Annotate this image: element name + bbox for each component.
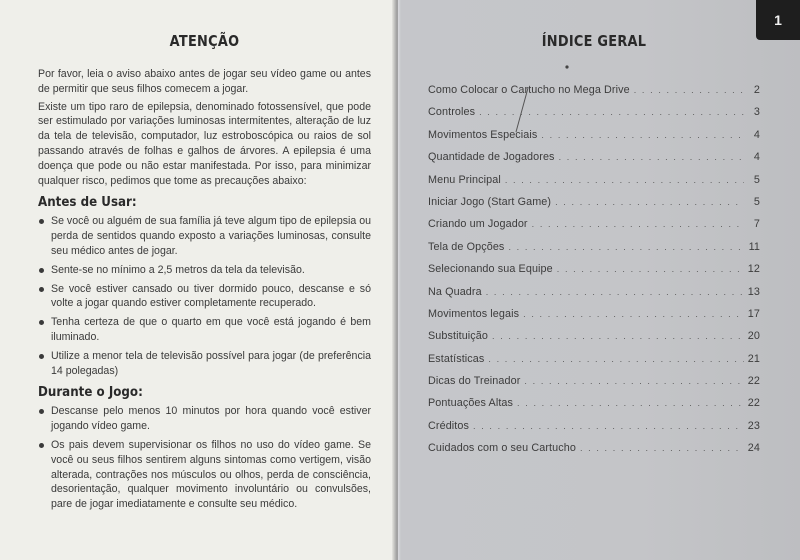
- leader-dots: [486, 287, 744, 297]
- toc-entry-page: 5: [753, 195, 760, 208]
- list-item: Se você estiver cansado ou tiver dormido pouco, descanse e só volte a jogar quando estiver completamente recuperado.: [38, 282, 371, 312]
- leader-dots: [473, 421, 744, 431]
- leader-dots: [517, 398, 744, 408]
- toc-entry-page: 4: [753, 151, 760, 164]
- toc-entry-page: 4: [753, 128, 760, 141]
- toc-entry[interactable]: [428, 442, 760, 464]
- toc-entry-page: 3: [753, 106, 760, 119]
- toc-entry-page: 22: [747, 397, 760, 410]
- pen-dot-mark: [564, 64, 570, 70]
- list-item: Sente-se no mínimo a 2,5 metros da tela da televisão.: [38, 263, 371, 278]
- list-item: Descanse pelo menos 10 minutos por hora quando você estiver jogando vídeo game.: [38, 404, 371, 434]
- index-page: [398, 0, 800, 560]
- leader-dots: [479, 107, 744, 117]
- toc-entry-title: Menu Principal: [428, 173, 501, 186]
- during-game-list: [38, 404, 371, 512]
- leader-dots: [488, 354, 744, 364]
- leader-dots: [559, 152, 744, 162]
- toc-entry[interactable]: [428, 420, 760, 442]
- toc-entry-page: 21: [747, 352, 760, 365]
- toc-entry[interactable]: [428, 397, 760, 419]
- toc-entry-page: 20: [747, 330, 760, 343]
- toc-entry-title: Movimentos Especiais: [428, 128, 538, 141]
- list-item: Tenha certeza de que o quarto em que você está jogando é bem iluminado.: [38, 315, 371, 345]
- toc-entry-title: Substituição: [428, 330, 489, 343]
- toc-entry-title: Criando um Jogador: [428, 218, 528, 231]
- during-game-heading: Durante o Jogo:: [38, 384, 143, 401]
- list-item: Utilize a menor tela de televisão possível para jogar (de preferência 14 polegadas): [38, 349, 371, 379]
- toc-entry[interactable]: [428, 241, 760, 263]
- leader-dots: [524, 376, 744, 386]
- toc-entry[interactable]: [428, 106, 760, 128]
- toc-entry-title: Créditos: [428, 419, 470, 432]
- toc-entry-page: 17: [747, 307, 760, 320]
- toc-entry-title: Dicas do Treinador: [428, 375, 521, 388]
- toc-entry-page: 22: [747, 375, 760, 388]
- toc-entry-title: Como Colocar o Cartucho no Mega Drive: [428, 84, 630, 96]
- leader-dots: [532, 219, 744, 229]
- leader-dots: [508, 242, 744, 252]
- leader-dots: [580, 443, 744, 453]
- leader-dots: [523, 309, 744, 319]
- toc-entry-page: 7: [753, 218, 760, 231]
- toc-entry-page: 13: [747, 285, 760, 298]
- toc-entry-title: Iniciar Jogo (Start Game): [428, 195, 552, 208]
- toc-entry-page: 12: [747, 263, 760, 276]
- before-use-heading: Antes de Usar:: [38, 194, 137, 211]
- list-item: Se você ou alguém de sua família já teve algum tipo de epilepsia ou perda de sentidos quando exposto a variações luminosas, consulte seu médico antes de jogar.: [38, 214, 371, 258]
- toc-entry[interactable]: [428, 84, 760, 106]
- toc-entry[interactable]: [428, 218, 760, 240]
- toc-entry[interactable]: [428, 263, 760, 285]
- toc-entry-title: Estatísticas: [428, 352, 485, 365]
- toc-entry-page: 24: [747, 442, 760, 455]
- table-of-contents: [428, 84, 760, 465]
- toc-entry-page: 23: [747, 419, 760, 432]
- before-use-list: [38, 214, 371, 378]
- toc-entry-title: Movimentos legais: [428, 307, 520, 320]
- toc-entry-title: Cuidados com o seu Cartucho: [428, 442, 576, 455]
- leader-dots: [541, 130, 744, 140]
- toc-entry-title: Tela de Opções: [428, 240, 505, 253]
- warning-intro-paragraph: Por favor, leia o aviso abaixo antes de jogar seu vídeo game ou antes de permitir que seus filhos comecem a jogar.: [38, 68, 371, 95]
- toc-entry-title: Na Quadra: [428, 285, 482, 298]
- epilepsy-paragraph: Existe um tipo raro de epilepsia, denominado fotossensível, que pode ser estimulado por variações luminosas intermitentes, alteração de luz da tela de televisão, computador, luz estroboscópica ou raios de sol passando através de folhas e galhos de árvores. A epilepsia é uma doença que pode ou não estar manifestada. Por isso, para minimizar qualquer risco, pedimos que tome as precauções abaixo:: [38, 100, 371, 187]
- toc-entry-title: Selecionando sua Equipe: [428, 263, 553, 276]
- leader-dots: [634, 85, 744, 95]
- toc-entry[interactable]: [428, 353, 760, 375]
- toc-entry-page: 2: [753, 84, 760, 96]
- warning-page: [0, 0, 397, 560]
- toc-entry-page: 5: [753, 173, 760, 186]
- index-title: ÍNDICE GERAL: [541, 32, 647, 50]
- toc-entry-title: Quantidade de Jogadores: [428, 151, 555, 164]
- toc-entry[interactable]: [428, 129, 760, 151]
- toc-entry[interactable]: [428, 308, 760, 330]
- toc-entry[interactable]: [428, 151, 760, 173]
- page-number-tab: 1: [756, 0, 800, 40]
- toc-entry[interactable]: [428, 330, 760, 352]
- leader-dots: [505, 175, 744, 185]
- toc-entry[interactable]: [428, 196, 760, 218]
- list-item: Os pais devem supervisionar os filhos no uso do vídeo game. Se você ou seus filhos sentirem alguns sintomas como vertigem, visão alterada, contrações nos músculos ou olhos, perda de consciência, desorientação, qualquer movimento involuntário ou convulsões, pare de jogar imediatamente e consulte seu médico.: [38, 438, 371, 512]
- leader-dots: [492, 331, 744, 341]
- leader-dots: [555, 197, 744, 207]
- leader-dots: [557, 264, 744, 274]
- toc-entry[interactable]: [428, 286, 760, 308]
- toc-entry-page: 11: [748, 240, 760, 253]
- toc-entry-title: Controles: [428, 106, 476, 119]
- toc-entry[interactable]: [428, 375, 760, 397]
- toc-entry[interactable]: [428, 174, 760, 196]
- warning-title: ATENÇÃO: [169, 32, 240, 50]
- toc-entry-title: Pontuações Altas: [428, 397, 514, 410]
